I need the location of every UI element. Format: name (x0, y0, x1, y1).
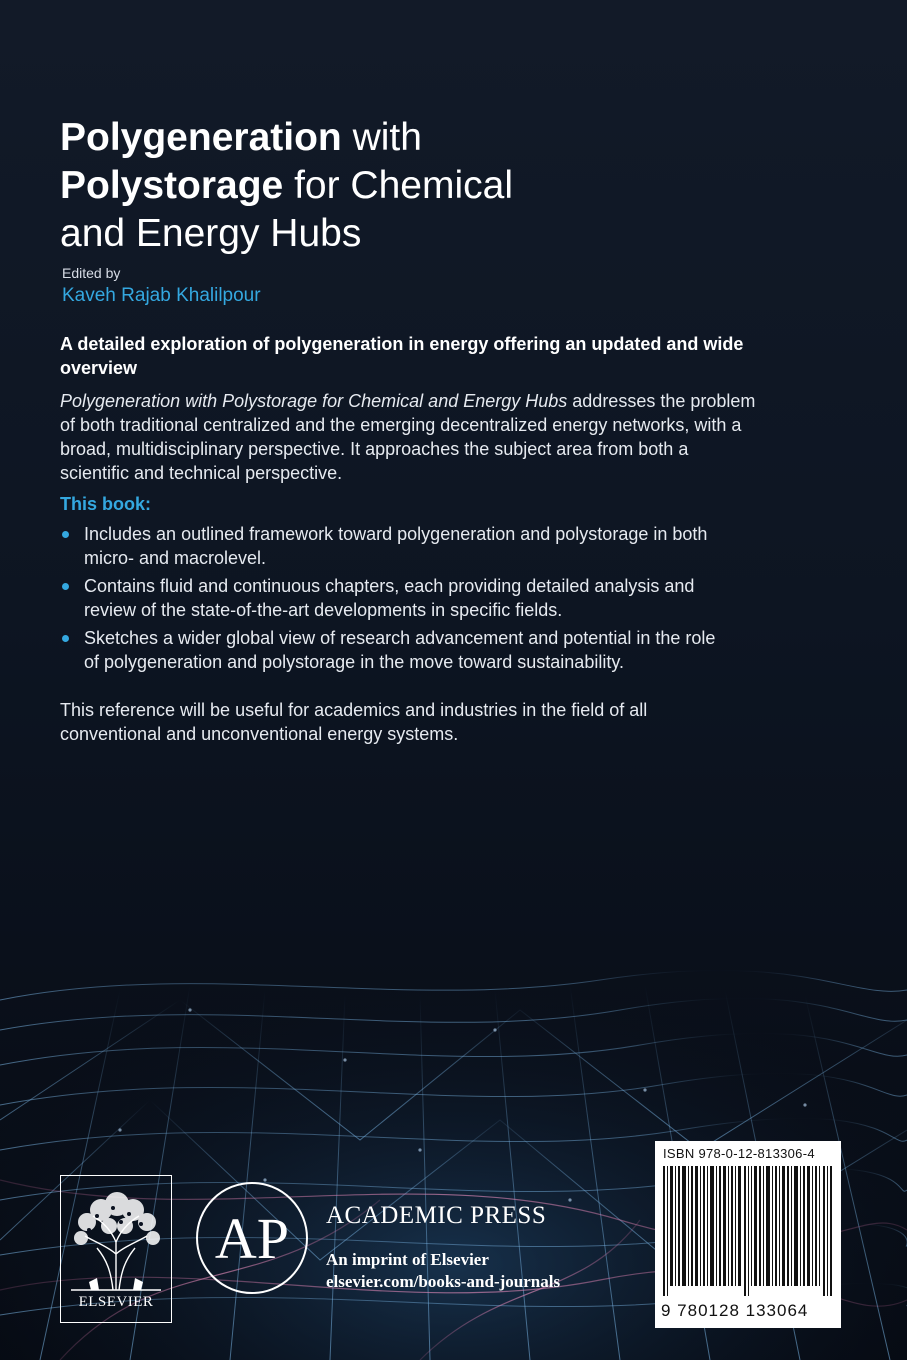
description-paragraph (60, 389, 760, 485)
tree-icon (67, 1182, 165, 1292)
bullet-dot-icon (62, 531, 69, 538)
academic-press-logo (194, 1180, 310, 1296)
list-item (60, 626, 730, 674)
bullet-dot-icon (62, 583, 69, 590)
title-line3: and Energy Hubs (60, 212, 362, 255)
elsevier-wordmark: ELSEVIER (78, 1294, 154, 1310)
editor-name: Kaveh Rajab Khalilpour (62, 285, 261, 306)
publisher-url: elsevier.com/books-and-journals (326, 1272, 561, 1291)
title-line2-rest: for Chemical (283, 164, 513, 207)
barcode-icon (663, 1166, 833, 1296)
ap-letters: AP (214, 1206, 290, 1271)
features-list (60, 522, 730, 678)
publisher-imprint: An imprint of Elsevier (326, 1250, 489, 1269)
book-title (60, 114, 513, 258)
title-line2-bold: Polystorage (60, 164, 284, 207)
feature-text: Sketches a wider global view of research advancement and potential in the role of polygeneration and polystorage in the move toward sustainability. (84, 628, 716, 672)
feature-text: Includes an outlined framework toward polygeneration and polystorage in both micro- and macrolevel. (84, 524, 708, 568)
lead-statement: A detailed exploration of polygeneration in energy offering an updated and wide overview (60, 334, 744, 378)
closing-paragraph: This reference will be useful for academics and industries in the field of all conventional and unconventional energy systems. (60, 700, 648, 744)
elsevier-logo (60, 1175, 172, 1323)
bullet-dot-icon (62, 635, 69, 642)
edited-by-label: Edited by (62, 265, 121, 281)
description-text: addresses the problem of both traditional centralized and the emerging decentralized energy networks, with a broad, multidisciplinary perspective. It approaches the subject area from both a scientific and technical perspective. (60, 391, 756, 483)
list-item (60, 574, 730, 622)
barcode-number: 9 780128 133064 (661, 1301, 809, 1320)
list-item (60, 522, 730, 570)
title-line1-bold: Polygeneration (60, 116, 342, 159)
feature-text: Contains fluid and continuous chapters, each providing detailed analysis and review of the state-of-the-art developments in specific fields. (84, 576, 695, 620)
publisher-name: ACADEMIC PRESS (326, 1202, 547, 1229)
description-italic-title: Polygeneration with Polystorage for Chemical and Energy Hubs (60, 391, 568, 411)
title-line1-rest: with (341, 116, 422, 159)
isbn-barcode-box (655, 1141, 841, 1328)
isbn-label: ISBN 978-0-12-813306-4 (663, 1146, 815, 1161)
features-heading: This book: (60, 494, 151, 514)
